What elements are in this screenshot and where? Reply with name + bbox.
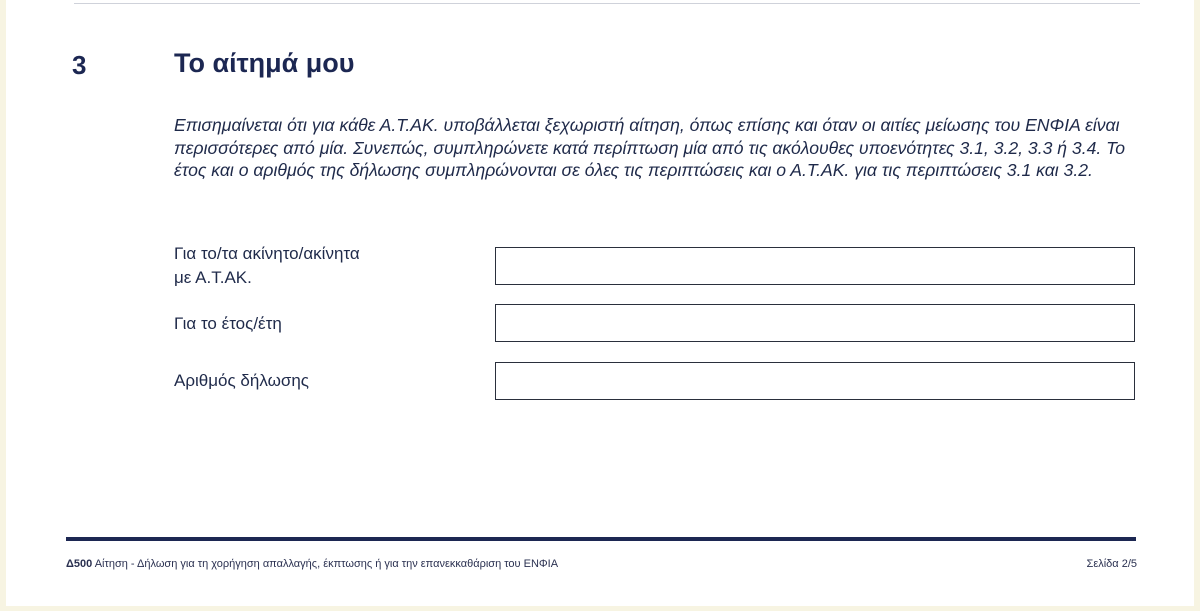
property-atak-label-line1: Για το/τα ακίνητο/ακίνητα: [174, 244, 360, 263]
property-atak-label: [174, 242, 434, 290]
year-label: Για το έτος/έτη: [174, 314, 282, 333]
section-title: Το αίτημά μου: [174, 48, 355, 78]
page-number: Σελίδα 2/5: [1086, 558, 1137, 570]
section-intro: Επισημαίνεται ότι για κάθε Α.Τ.ΑΚ. υποβάλλεται ξεχωριστή αίτηση, όπως επίσης και όταν οι αιτίες μείωσης του ΕΝΦΙΑ είναι περισσότερες από μία. Συνεπώς, συμπληρώνετε κατά περίπτωση μία από τις ακόλουθες υποενότητες 3.1, 3.2, 3.3 ή 3.4. Το έτος και ο αριθμός της δήλωσης συμπληρώνονται σε όλες τις περιπτώσεις και ο Α.Τ.ΑΚ. για τις περιπτώσεις 3.1 και 3.2.: [174, 115, 1126, 180]
footer-divider: [66, 537, 1136, 541]
footer-form-code: Δ500: [66, 558, 93, 570]
footer-form-text: Αίτηση - Δήλωση για τη χορήγηση απαλλαγής, έκπτωσης ή για την επανεκκαθάριση του ΕΝΦΙΑ: [92, 558, 559, 570]
footer-form-title: [66, 558, 558, 570]
document-page: [6, 0, 1194, 606]
declaration-number-field[interactable]: [495, 362, 1135, 400]
property-atak-field[interactable]: [495, 247, 1135, 285]
top-divider: [74, 3, 1140, 4]
property-atak-label-line2: με Α.Τ.ΑΚ.: [174, 268, 252, 287]
section-number: 3: [72, 50, 87, 80]
declaration-number-label: Αριθμός δήλωσης: [174, 371, 309, 390]
year-field[interactable]: [495, 304, 1135, 342]
